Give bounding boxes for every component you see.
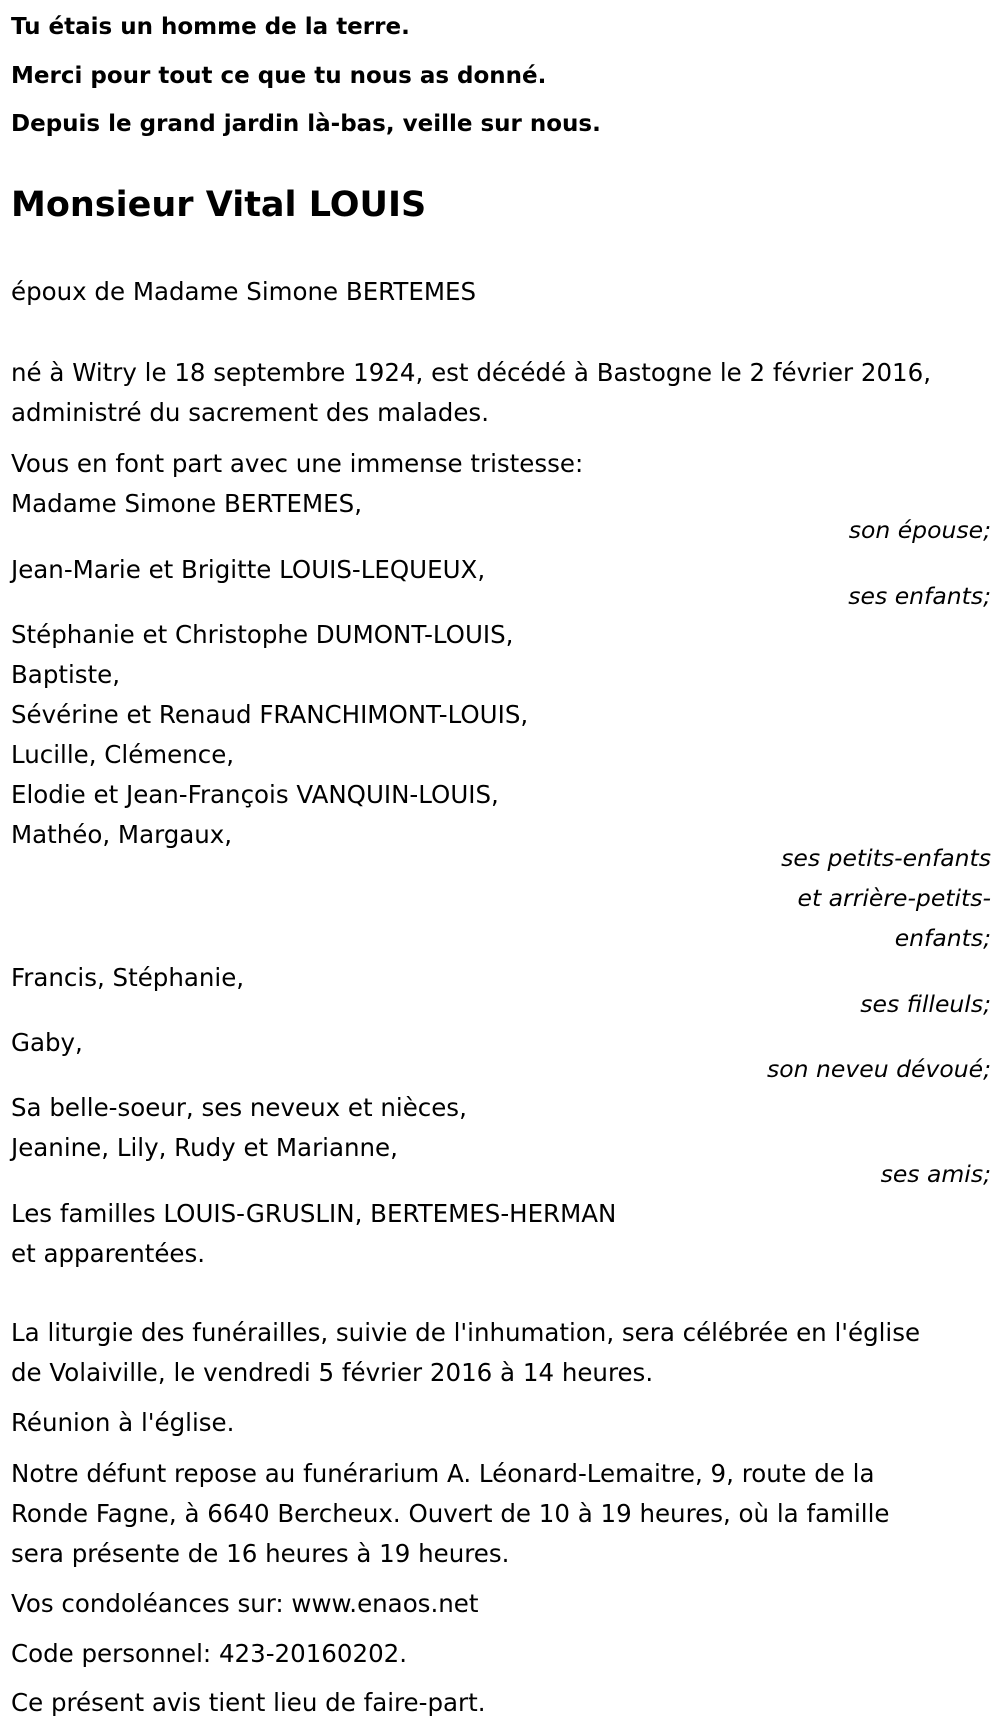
personal-code: Code personnel: 423-20160202.: [11, 1639, 408, 1668]
families-text: Les familles LOUIS-GRUSLIN, BERTEMES-HERMAN: [11, 1199, 617, 1228]
family-names: Sévérine et Renaud FRANCHIMONT-LOUIS,: [11, 700, 529, 729]
relationship-label: [848, 576, 991, 616]
families-line: [11, 1194, 991, 1274]
role-line: son neveu dévoué;: [767, 1055, 991, 1083]
relationship-label: [860, 984, 991, 1024]
family-names: Mathéo, Margaux,: [11, 820, 233, 849]
reunion-info: Réunion à l'église.: [11, 1408, 235, 1437]
family-names: Baptiste,: [11, 660, 121, 689]
family-group: [11, 1088, 991, 1168]
poem: [11, 0, 601, 146]
role-line: ses enfants;: [848, 582, 991, 610]
announcement-intro: Vous en font part avec une immense tristesse:: [11, 449, 584, 478]
families-text: et apparentées.: [11, 1239, 206, 1268]
relationship-label: [767, 1049, 991, 1089]
birth-death-info: [11, 353, 991, 433]
funerarium-line: sera présente de 16 heures à 19 heures.: [11, 1539, 510, 1568]
birth-line: administré du sacrement des malades.: [11, 398, 489, 427]
family-names: Francis, Stéphanie,: [11, 963, 245, 992]
family-names: Stéphanie et Christophe DUMONT-LOUIS,: [11, 620, 514, 649]
relationship-label: [881, 1154, 991, 1194]
role-line: ses filleuls;: [860, 990, 991, 1018]
role-line: ses petits-enfants: [781, 844, 991, 872]
family-names: Gaby,: [11, 1028, 83, 1057]
role-line: enfants;: [894, 924, 991, 952]
family-names: Madame Simone BERTEMES,: [11, 489, 362, 518]
poem-line: Tu étais un homme de la terre.: [11, 14, 410, 40]
family-group: [11, 484, 991, 524]
role-line: son épouse;: [848, 516, 991, 544]
family-names: Elodie et Jean-François VANQUIN-LOUIS,: [11, 780, 499, 809]
relationship-label: [781, 838, 991, 958]
role-line: ses amis;: [880, 1160, 991, 1188]
funerarium-line: Ronde Fagne, à 6640 Bercheux. Ouvert de 10 à 19 heures, où la famille: [11, 1499, 890, 1528]
family-group: [11, 550, 991, 590]
poem-line: Depuis le grand jardin là-bas, veille sur nous.: [11, 111, 601, 137]
closing-note: Ce présent avis tient lieu de faire-part.: [11, 1688, 486, 1717]
deceased-name: Monsieur Vital LOUIS: [11, 185, 427, 225]
role-line: et arrière-petits-: [797, 884, 991, 912]
condolences-info: Vos condoléances sur: www.enaos.net: [11, 1589, 479, 1618]
liturgy-line: La liturgie des funérailles, suivie de l'inhumation, sera célébrée en l'église: [11, 1318, 921, 1347]
poem-line: Merci pour tout ce que tu nous as donné.: [11, 62, 547, 89]
liturgy-line: de Volaiville, le vendredi 5 février 2016 à 14 heures.: [11, 1358, 654, 1387]
relationship-label: [849, 510, 991, 550]
family-names: Jean-Marie et Brigitte LOUIS-LEQUEUX,: [11, 555, 486, 584]
family-group: [11, 615, 991, 855]
family-names: Sa belle-soeur, ses neveux et nièces,: [11, 1093, 467, 1122]
liturgy-info: [11, 1313, 991, 1393]
spouse-line: époux de Madame Simone BERTEMES: [11, 277, 477, 306]
family-names: Lucille, Clémence,: [11, 740, 235, 769]
birth-line: né à Witry le 18 septembre 1924, est décédé à Bastogne le 2 février 2016,: [11, 358, 932, 387]
family-group: [11, 958, 991, 998]
funerarium-info: [11, 1454, 991, 1574]
funerarium-line: Notre défunt repose au funérarium A. Léonard-Lemaitre, 9, route de la: [11, 1459, 875, 1488]
family-names: Jeanine, Lily, Rudy et Marianne,: [11, 1133, 398, 1162]
